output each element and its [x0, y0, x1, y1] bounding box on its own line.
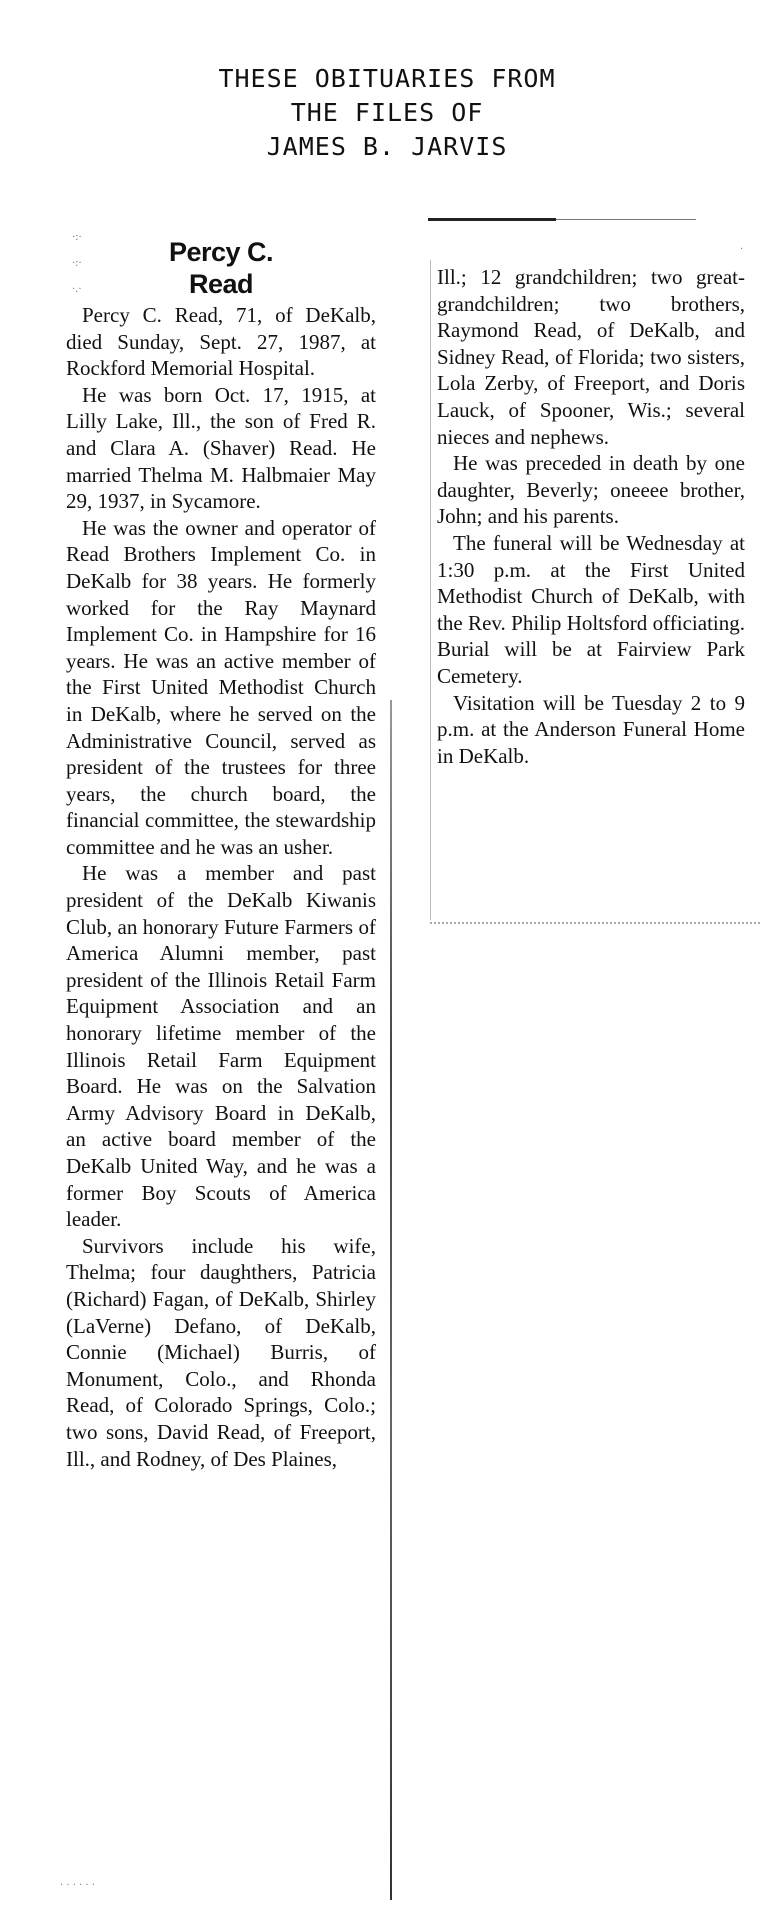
paragraph: Visitation will be Tuesday 2 to 9 p.m. at the Anderson Funeral Home in DeKalb.: [437, 690, 745, 768]
paragraph: The funeral will be Wednesday at 1:30 p.m. at the First United Methodist Church of DeKalb, with the Rev. Philip Holtsford officiating. Burial will be at Fairview Park Cemetery.: [437, 530, 745, 688]
headline-line-1: Percy C.: [168, 237, 274, 267]
paragraph: Ill.; 12 grandchildren; two great-grandchildren; two brothers, Raymond Read, of DeKalb, and Sidney Read, of Florida; two sisters, Lola Zerby, of Freeport, and Doris Lauck, of Spooner, Wis.; several nieces and nephews.: [437, 265, 745, 449]
article-headline: [66, 236, 376, 300]
column-divider-left: [390, 700, 392, 1900]
header-line-3: JAMES B. JARVIS: [266, 132, 508, 161]
scan-speck: · · · · · ·: [60, 1880, 95, 1891]
headline-line-2: Read: [188, 269, 254, 299]
paragraph: He was a member and past president of the DeKalb Kiwanis Club, an honorary Future Farmers of America Alumni member, past president of the Illinois Retail Farm Equipment Association and an honorary lifetime member of the Illinois Retail Farm Equipment Board. He was on the Salvation Army Advisory Board in DeKalb, an active board member of the DeKalb United Way, and he was a former Boy Scouts of America leader.: [66, 861, 376, 1232]
scan-speck: ·.·: [72, 284, 82, 295]
column-top-rule: [428, 218, 556, 221]
paragraph: He was the owner and operator of Read Brothers Implement Co. in DeKalb for 38 years. He formerly worked for the Ray Maynard Implement Co. in Hampshire for 16 years. He was an active member of the First United Methodist Church in DeKalb, where he served on the Administrative Council, served as president of the trustees for three years, the church board, the financial committee, the stewardship committee and he was an usher.: [66, 515, 376, 859]
page-header: [0, 62, 774, 164]
column-divider-right: [430, 260, 431, 920]
header-line-2: THE FILES OF: [290, 98, 484, 127]
article-column-left: [66, 236, 376, 1472]
paragraph: Survivors include his wife, Thelma; four daughthers, Patricia (Richard) Fagan, of DeKalb, Shirley (LaVerne) Defano, of DeKalb, Connie (Michael) Burris, of Monument, Colo., and Rhonda Read, of Colorado Springs, Colo.; two sons, David Read, of Freeport, Ill., and Rodney, of Des Plaines,: [66, 1233, 376, 1471]
scan-speck: ·:·: [72, 232, 82, 243]
header-line-1: THESE OBITUARIES FROM: [218, 64, 556, 93]
paragraph: Percy C. Read, 71, of DeKalb, died Sunday, Sept. 27, 1987, at Rockford Memorial Hospital.: [66, 303, 376, 381]
column-bottom-rule: [430, 922, 760, 925]
scan-speck: ·: [740, 244, 744, 255]
scan-speck: ·:·: [72, 258, 82, 269]
paragraph: He was preceded in death by one daughter, Beverly; oneeee brother, John; and his parents.: [437, 451, 745, 529]
paragraph: He was born Oct. 17, 1915, at Lilly Lake, Ill., the son of Fred R. and Clara A. (Shaver) Read. He married Thelma M. Halbmaier May 29, 1937, in Sycamore.: [66, 382, 376, 514]
column-top-rule-thin: [556, 219, 696, 220]
article-column-right: [437, 264, 745, 769]
